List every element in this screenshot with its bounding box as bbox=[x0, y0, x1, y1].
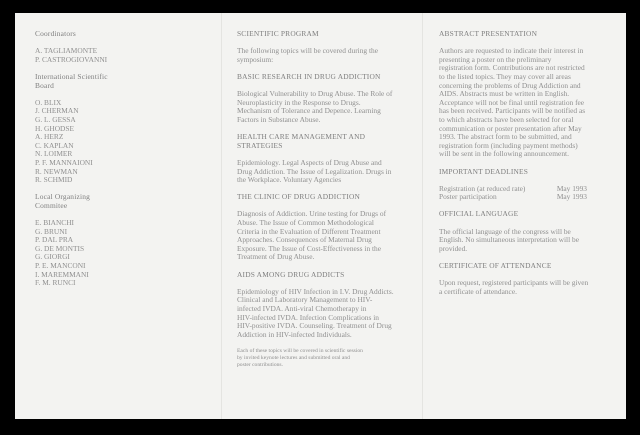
board-member: N. LOIMER bbox=[35, 149, 73, 159]
coordinator-name: P. CASTROGIOVANNI bbox=[35, 54, 108, 64]
scientific-program-panel bbox=[237, 30, 412, 369]
board-heading: International Scientific bbox=[35, 71, 108, 81]
coordinator-name: A. TAGLIAMONTE bbox=[35, 46, 98, 56]
abstract-text: concerning the problems of Drug Addiction and bbox=[439, 80, 581, 90]
board-member: O. BLIX bbox=[35, 97, 62, 107]
fold-line-right bbox=[422, 13, 423, 419]
committees-panel bbox=[35, 30, 205, 288]
board-member: C. KAPLAN bbox=[35, 140, 74, 150]
section-heading: HEALTH CARE MANAGEMENT AND bbox=[237, 132, 366, 142]
section-text: Biological Vulnerability to Drug Abuse. The Role of bbox=[237, 89, 393, 99]
deadlines-heading: IMPORTANT DEADLINES bbox=[439, 166, 529, 176]
abstract-text: will be sent in the following announcement. bbox=[439, 149, 569, 159]
fold-line-left bbox=[221, 13, 222, 419]
board-member: G. L. GESSA bbox=[35, 114, 76, 124]
language-text: The official language of the congress will be bbox=[439, 226, 571, 236]
abstract-text: registration form (including payment methods) bbox=[439, 140, 578, 150]
section-heading: AIDS AMONG DRUG ADDICTS bbox=[237, 269, 345, 279]
abstract-text: Acceptance will not be final until registration fee bbox=[439, 97, 585, 107]
abstract-text: Authors are requested to indicate their interest in bbox=[439, 46, 584, 56]
deadline-date: May 1993 bbox=[556, 183, 587, 193]
section-text: HIV-positive IVDA. Counseling. Treatment of Drug bbox=[237, 321, 392, 331]
program-note-line: by invited keynote lectures and submitted oral and bbox=[237, 354, 350, 361]
coordinators-heading: Coordinators bbox=[35, 29, 76, 38]
section-text: HIV-infected IVDA. Infection Complications in bbox=[237, 312, 379, 322]
local-member: G. DE MONTIS bbox=[35, 243, 85, 253]
language-text: provided. bbox=[439, 243, 468, 253]
certificate-text: Upon request, registered participants will be given bbox=[439, 278, 589, 288]
abstract-title: ABSTRACT PRESENTATION bbox=[439, 29, 538, 38]
abstract-text: AIDS. Abstracts must be written in English. bbox=[439, 89, 570, 99]
abstract-panel bbox=[439, 30, 614, 296]
board-member: R. NEWMAN bbox=[35, 166, 78, 176]
section-text: Epidemiology. Legal Aspects of Drug Abuse and bbox=[237, 157, 382, 167]
program-title: SCIENTIFIC PROGRAM bbox=[237, 29, 319, 38]
local-member: I. MAREMMANI bbox=[35, 269, 89, 279]
section-text: infected IVDA. Anti-viral Chemotherapy in bbox=[237, 304, 367, 313]
abstract-text: 1993. The abstract form to be submitted, and bbox=[439, 132, 572, 142]
local-member: E. BIANCHI bbox=[35, 218, 75, 228]
section-text: Drug Addiction. The Issue of Legalization. Drugs in bbox=[237, 166, 392, 176]
abstract-text: registration form. Contributions are not restricted bbox=[439, 63, 585, 73]
local-member: P. DAL PRA bbox=[35, 235, 74, 245]
local-committee-heading: Commitee bbox=[35, 200, 68, 210]
section-text: Treatment of Drug Abuse. bbox=[237, 252, 315, 262]
deadline-label: Registration (at reduced rate) bbox=[439, 183, 526, 193]
local-committee-heading: Local Organizing bbox=[35, 192, 90, 202]
section-heading: STRATEGIES bbox=[237, 140, 283, 150]
deadline-row bbox=[439, 193, 587, 202]
brochure-sheet bbox=[15, 13, 626, 419]
section-text: Abuse. The Issue of Common Methodological bbox=[237, 218, 374, 228]
section-heading: BASIC RESEARCH IN DRUG ADDICTION bbox=[237, 71, 381, 81]
section-text: Addiction in HIV-infected Individuals. bbox=[237, 329, 352, 339]
section-text: Exposure. The Issue of Cost-Effectiveness in the bbox=[237, 243, 382, 253]
section-heading: THE CLINIC OF DRUG ADDICTION bbox=[237, 192, 361, 202]
certificate-heading: CERTIFICATE OF ATTENDANCE bbox=[439, 261, 552, 271]
section-text: Approaches. Consequences of Maternal Drug bbox=[237, 235, 372, 245]
program-intro: symposium: bbox=[237, 54, 274, 64]
certificate-text: a certificate of attendance. bbox=[439, 286, 517, 296]
section-text: Mechanism of Tolerance and Depence. Learning bbox=[237, 106, 381, 116]
section-text: Criteria in the Evaluation of Different Treatment bbox=[237, 226, 381, 236]
program-intro: The following topics will be covered during the bbox=[237, 46, 379, 56]
program-note-line: Each of these topics will be covered in scientific session bbox=[237, 347, 363, 354]
board-member: P. F. MANNAIONI bbox=[35, 157, 93, 167]
section-text: Clinical and Laboratory Management to HIV- bbox=[237, 295, 373, 305]
local-member: G. GIORGI bbox=[35, 252, 70, 262]
local-member: F. M. RUNCI bbox=[35, 278, 76, 288]
section-text: the Workplace. Voluntary Agencies bbox=[237, 175, 342, 185]
board-member: J. CHERMAN bbox=[35, 106, 79, 116]
section-text: Factors in Substance Abuse. bbox=[237, 114, 321, 124]
deadline-label: Poster participation bbox=[439, 192, 497, 202]
section-text: Diagnosis of Addiction. Urine testing for Drugs of bbox=[237, 209, 387, 219]
program-note-line: poster contributions. bbox=[237, 361, 283, 368]
abstract-text: communication or poster presentation after May bbox=[439, 123, 582, 133]
board-member: R. SCHMID bbox=[35, 175, 73, 185]
abstract-text: to which abstracts have been selected for oral bbox=[439, 114, 574, 124]
deadline-date: May 1993 bbox=[556, 192, 587, 202]
board-member: H. GHODSE bbox=[35, 123, 75, 133]
section-text: Epidemiology of HIV Infection in I.V. Drug Addicts. bbox=[237, 286, 394, 296]
abstract-text: presenting a poster on the preliminary bbox=[439, 54, 552, 64]
abstract-text: has been received. Participants will be notified as bbox=[439, 106, 586, 116]
local-member: P. E. MANCONI bbox=[35, 261, 86, 271]
abstract-text: to the listed topics. They may cover all areas bbox=[439, 71, 571, 81]
language-heading: OFFICIAL LANGUAGE bbox=[439, 209, 519, 219]
board-member: A. HERZ bbox=[35, 132, 64, 142]
board-heading: Board bbox=[35, 80, 55, 90]
program-note bbox=[237, 348, 412, 369]
language-text: English. No simultaneous interpretation will be bbox=[439, 235, 579, 245]
local-member: G. BRUNI bbox=[35, 226, 68, 236]
section-text: Neuroplasticity in the Response to Drugs. bbox=[237, 97, 361, 107]
